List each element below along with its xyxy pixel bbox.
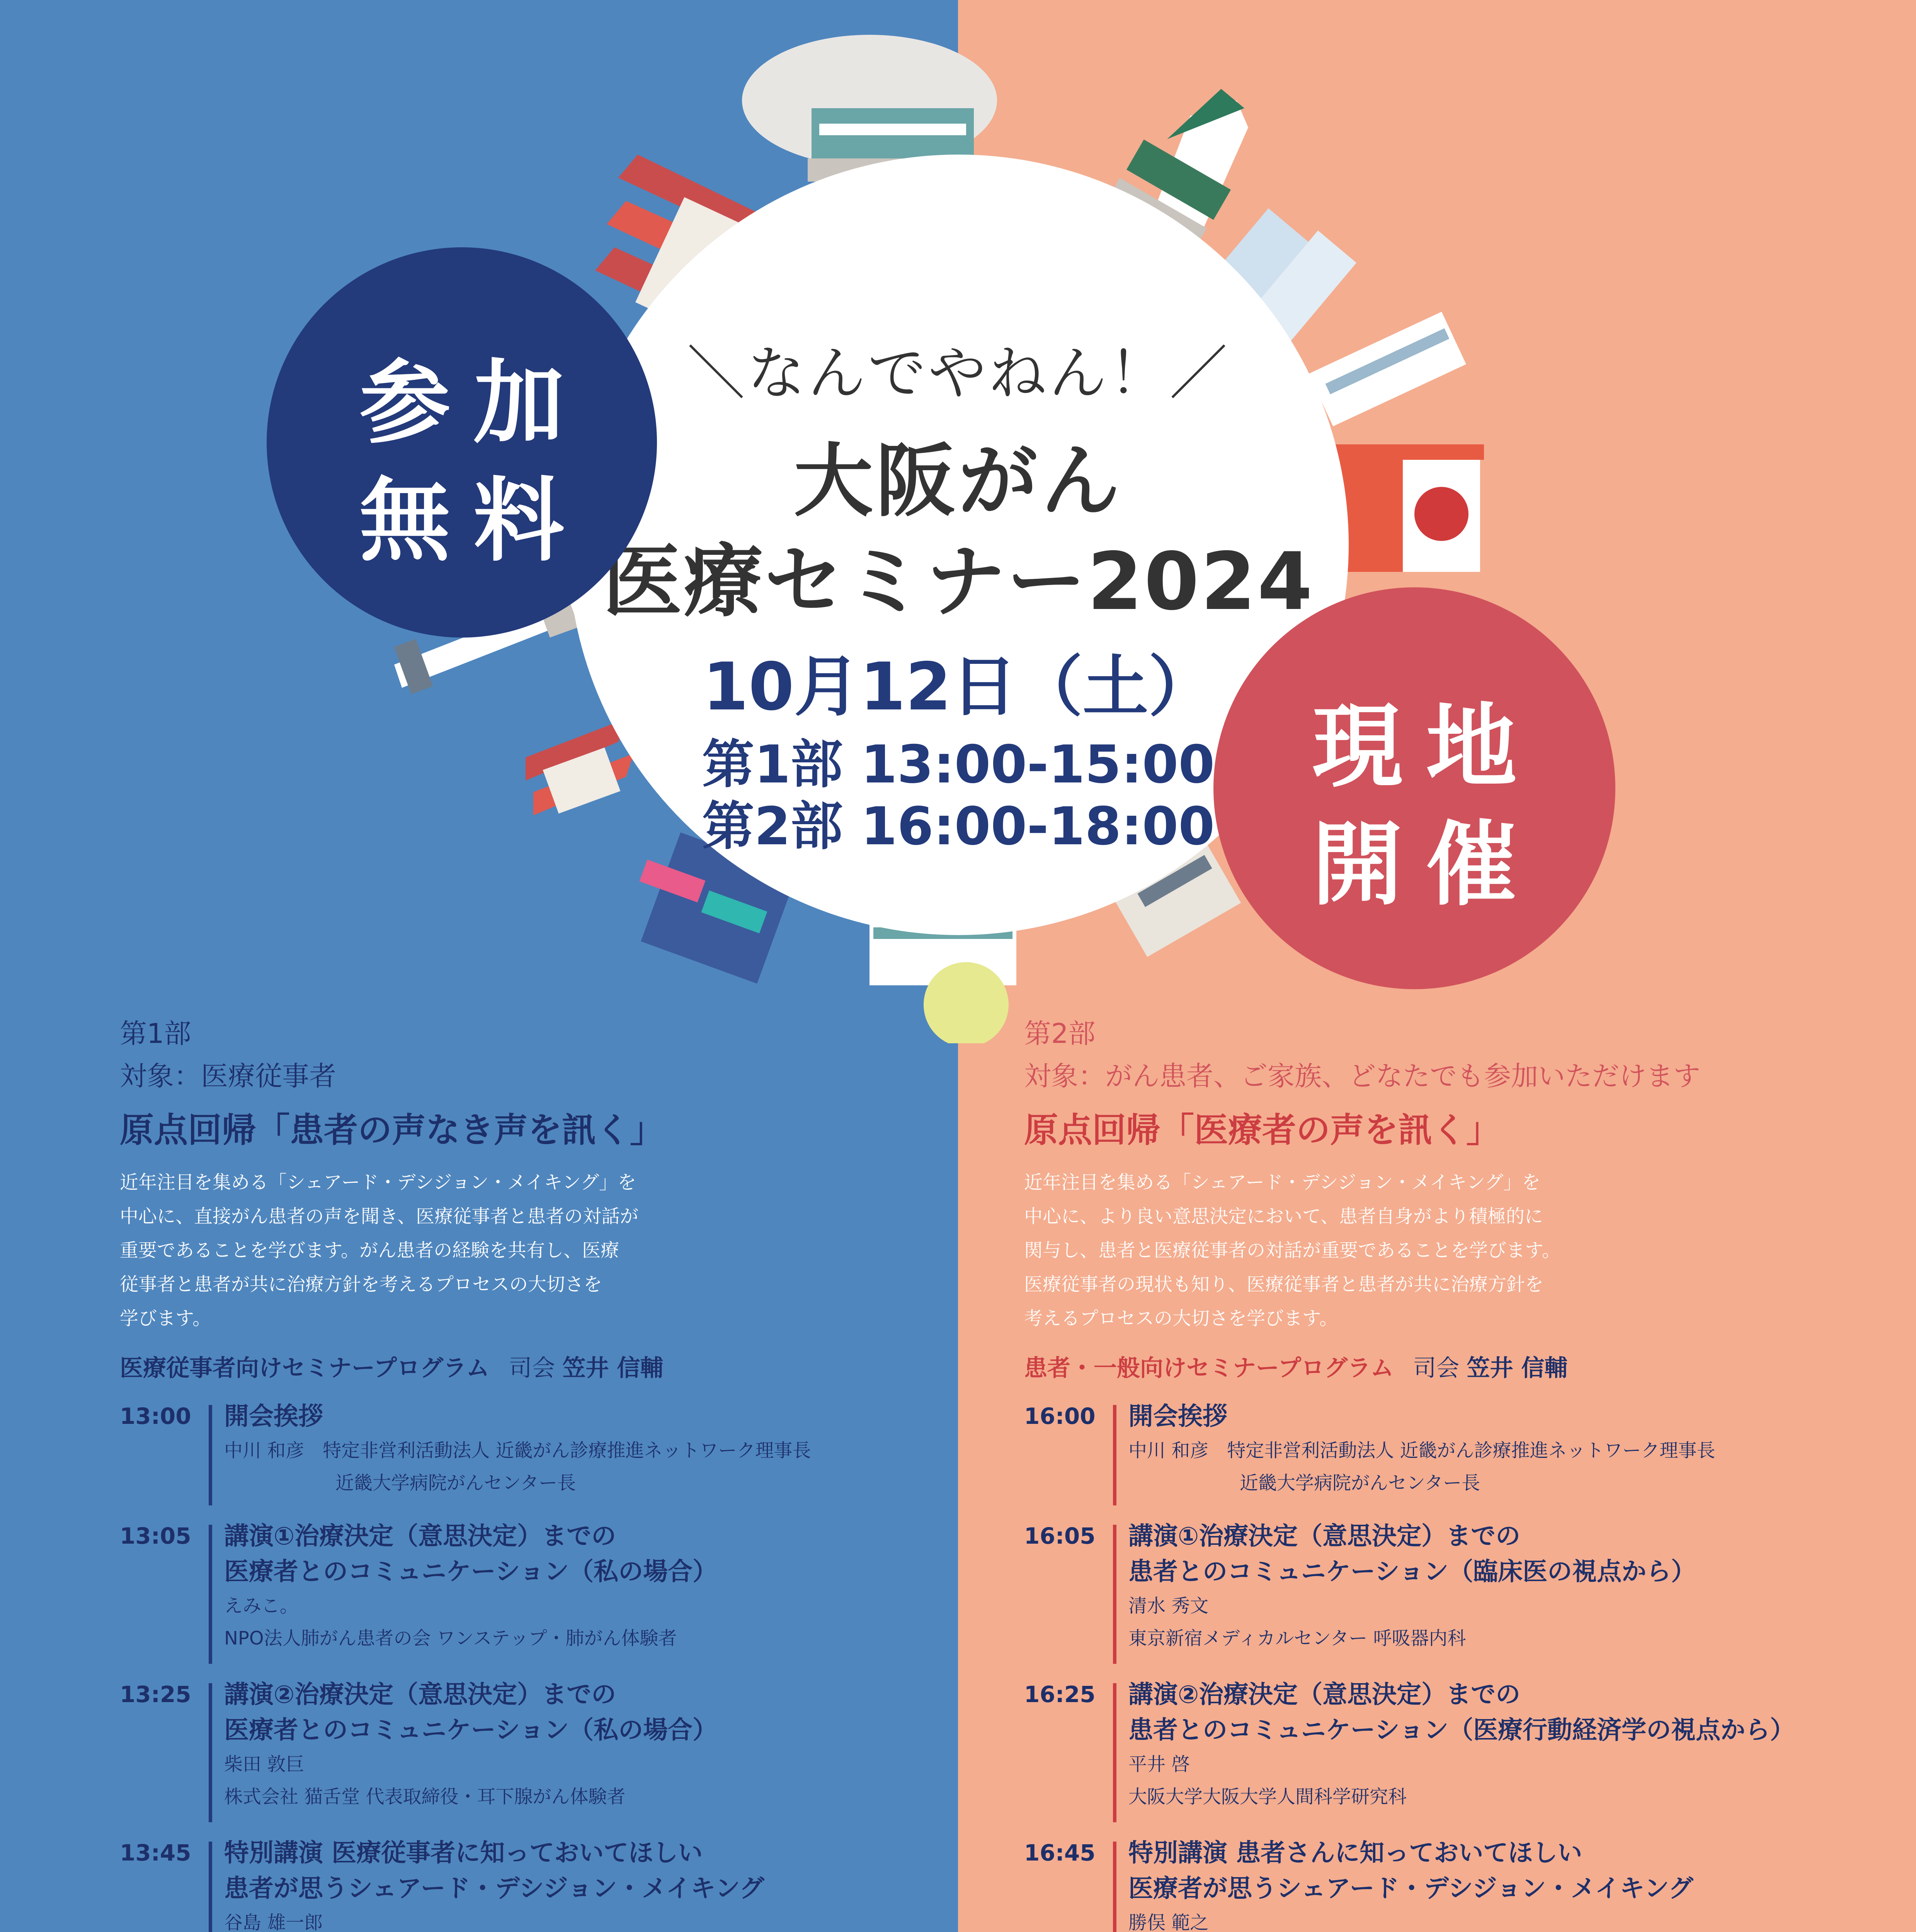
description-line: 中心に、直接がん患者の声を聞き、医療従事者と患者の対話が <box>120 1206 639 1227</box>
part2-description <box>1024 1165 1894 1335</box>
onsite-badge-line2: 開催 <box>1312 812 1540 918</box>
program-title: 開会挨拶 <box>1128 1402 1227 1431</box>
event-title-line1: 大阪がん <box>794 435 1123 527</box>
program-title: 患者・一般向けセミナープログラム <box>1024 1355 1394 1382</box>
program-divider <box>209 1405 212 1505</box>
part2-headline: 原点回帰「医療者の声を訊く」 <box>1024 1110 1501 1150</box>
description-line: 従事者と患者が共に治療方針を考えるプロセスの大切さを <box>120 1274 602 1295</box>
program-divider <box>209 1842 212 1932</box>
program-divider <box>1113 1405 1116 1505</box>
program-divider <box>1113 1683 1116 1822</box>
free-badge-line2: 無料 <box>359 468 587 574</box>
host-name: 笠井 信輔 <box>1467 1355 1568 1382</box>
free-admission-badge <box>267 247 657 638</box>
description-line: 近年注目を集める「シェアード・デシジョン・メイキング」を <box>1024 1172 1541 1193</box>
program-title: 特別講演 患者さんに知っておいてほしい <box>1128 1839 1582 1867</box>
program-detail: 中川 和彦 特定非営利活動法人 近畿がん診療推進ネットワーク理事長 <box>224 1440 811 1461</box>
part2-time: 第2部 16:00-18:00 <box>702 796 1215 857</box>
program-detail: 清水 秀文 <box>1128 1595 1209 1617</box>
program-title: 講演②治療決定（意思決定）までの <box>1128 1680 1521 1709</box>
part1-description <box>120 1165 989 1335</box>
program-time: 13:05 <box>120 1523 191 1549</box>
program-detail: 株式会社 猫舌堂 代表取締役・耳下腺がん体験者 <box>224 1786 626 1808</box>
program-title: 医療従事者向けセミナープログラム <box>120 1355 490 1382</box>
host-label: 司会 <box>1413 1355 1460 1382</box>
program-detail: 平井 啓 <box>1128 1753 1190 1775</box>
part2-program-header <box>1024 1351 1894 1386</box>
program-body <box>1128 1519 1890 1655</box>
program-body <box>224 1677 985 1813</box>
program-time: 16:25 <box>1024 1681 1096 1708</box>
event-title-line2: 医療セミナー2024 <box>602 536 1314 628</box>
program-detail: 柴田 敦巨 <box>224 1753 305 1775</box>
description-line: 学びます。 <box>120 1308 211 1329</box>
part1-target: 対象：医療従事者 <box>120 1060 336 1092</box>
program-body <box>224 1399 985 1499</box>
description-line: 考えるプロセスの大切さを学びます。 <box>1024 1308 1338 1329</box>
program-divider <box>209 1525 212 1664</box>
part1-section <box>120 1012 989 1932</box>
program-divider <box>209 1683 212 1822</box>
program-detail: 中川 和彦 特定非営利活動法人 近畿がん診療推進ネットワーク理事長 <box>1128 1440 1715 1461</box>
program-title: 患者とのコミュニケーション（臨床医の視点から） <box>1128 1558 1696 1586</box>
program-title: 講演①治療決定（意思決定）までの <box>224 1522 616 1551</box>
host-label: 司会 <box>509 1355 555 1382</box>
event-date: 10月12日（土） <box>703 649 1214 725</box>
program-detail: 東京新宿メディカルセンター 呼吸器内科 <box>1128 1628 1466 1649</box>
description-line: 重要であることを学びます。がん患者の経験を共有し、医療 <box>120 1240 619 1261</box>
free-badge-line1: 参加 <box>359 350 587 456</box>
description-line: 医療従事者の現状も知り、医療従事者と患者が共に治療方針を <box>1024 1274 1544 1295</box>
kuidaore-sign-icon <box>1333 444 1484 572</box>
program-title: 講演①治療決定（意思決定）までの <box>1128 1522 1521 1551</box>
program-title: 特別講演 医療従事者に知っておいてほしい <box>224 1839 703 1867</box>
program-body <box>1128 1399 1890 1499</box>
program-time: 13:25 <box>120 1681 191 1708</box>
program-detail: 大阪大学大阪大学人間科学研究科 <box>1128 1786 1407 1808</box>
program-detail: 近畿大学病院がんセンター長 <box>1128 1472 1480 1494</box>
program-title: 開会挨拶 <box>224 1402 323 1431</box>
part1-program-header <box>120 1351 989 1386</box>
onsite-badge-line1: 現地 <box>1312 694 1540 800</box>
host-name: 笠井 信輔 <box>562 1355 664 1382</box>
description-line: 関与し、患者と医療従事者の対話が重要であることを学びます。 <box>1024 1240 1561 1261</box>
program-title: 講演②治療決定（意思決定）までの <box>224 1680 616 1709</box>
program-detail: NPO法人肺がん患者の会 ワンステップ・肺がん体験者 <box>224 1628 677 1649</box>
program-title: 医療者とのコミュニケーション（私の場合） <box>224 1716 718 1745</box>
program-title: 医療者が思うシェアード・デシジョン・メイキング <box>1128 1874 1693 1903</box>
program-time: 16:45 <box>1024 1840 1096 1866</box>
program-body <box>1128 1835 1890 1932</box>
program-body <box>224 1835 985 1932</box>
program-time: 16:00 <box>1024 1403 1096 1429</box>
program-detail: 近畿大学病院がんセンター長 <box>224 1472 576 1494</box>
program-detail: えみこ。 <box>224 1595 299 1617</box>
program-title: 患者とのコミュニケーション（医療行動経済学の視点から） <box>1128 1716 1795 1745</box>
part1-time: 第1部 13:00-15:00 <box>702 734 1215 795</box>
part2-label: 第2部 <box>1024 1018 1096 1049</box>
program-time: 13:45 <box>120 1840 191 1866</box>
part1-label: 第1部 <box>120 1018 191 1049</box>
part1-headline: 原点回帰「患者の声なき声を訊く」 <box>120 1110 664 1150</box>
program-title: 患者が思うシェアード・デシジョン・メイキング <box>224 1874 764 1903</box>
onsite-badge <box>1213 587 1615 989</box>
program-body <box>224 1519 985 1655</box>
program-divider <box>1113 1842 1116 1932</box>
description-line: 近年注目を集める「シェアード・デシジョン・メイキング」を <box>120 1172 636 1193</box>
program-detail: 谷島 雄一郎 <box>224 1912 323 1932</box>
program-detail: 勝俣 範之 <box>1128 1912 1209 1932</box>
program-time: 13:00 <box>120 1403 191 1429</box>
part2-section <box>1024 1012 1894 1932</box>
description-line: 中心に、より良い意思決定において、患者自身がより積極的に <box>1024 1206 1543 1227</box>
program-body <box>1128 1677 1890 1813</box>
program-title: 医療者とのコミュニケーション（私の場合） <box>224 1558 718 1586</box>
program-divider <box>1113 1525 1116 1664</box>
part2-target: 対象：がん患者、ご家族、どなたでも参加いただけます <box>1024 1060 1700 1092</box>
program-time: 16:05 <box>1024 1523 1096 1549</box>
tagline: ＼なんでやねん！／ <box>687 340 1230 407</box>
